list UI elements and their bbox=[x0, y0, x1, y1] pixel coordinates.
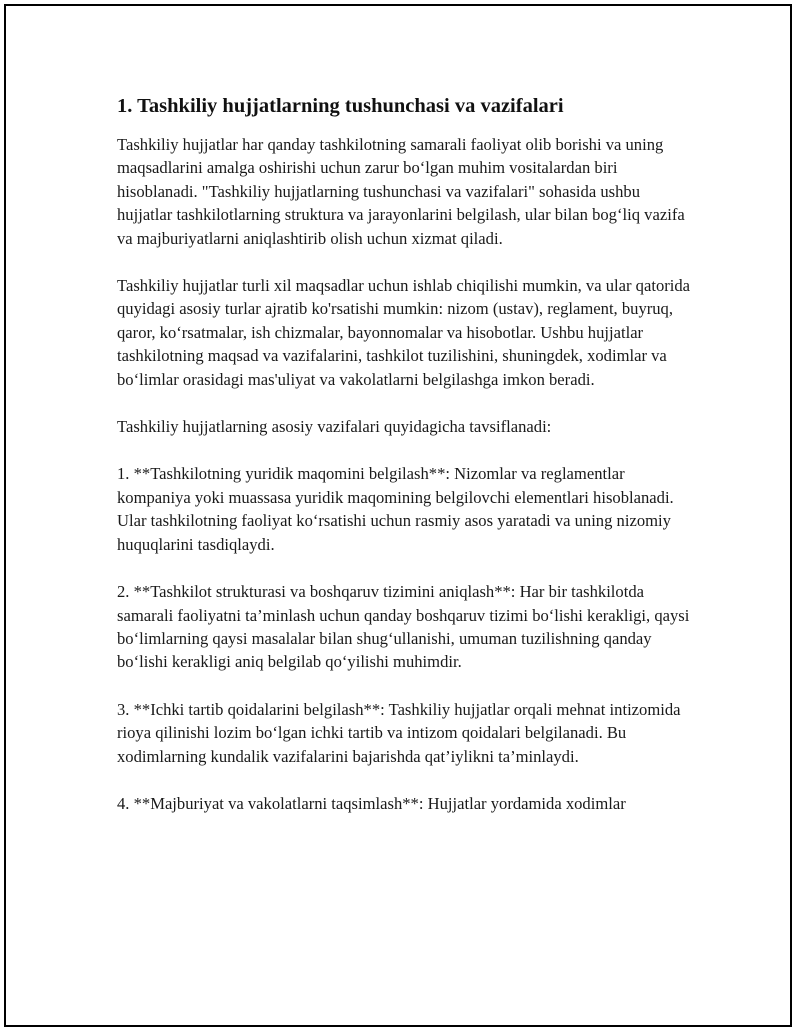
paragraph-functions-lead: Tashkiliy hujjatlarning asosiy vazifalari quyidagicha tavsiflanadi: bbox=[117, 417, 552, 437]
paragraph-types: Tashkiliy hujjatlar turli xil maqsadlar uchun ishlab chiqilishi mumkin, va ular qatorida quyidagi asosiy turlar ajratib ko'rsatishi mumkin: nizom (ustav), reglament, buyruq, qaror, ko‘rsatmalar, ish chizmalar, bayonnomalar va hisobotlar. Ushbu hujjatlar tashkilotning maqsad va vazifalarini, tashkilot tuzilishini, shuningdek, xodimlar va bo‘limlar orasidagi mas'uliyat va vakolatlarni belgilashga imkon beradi. bbox=[117, 276, 691, 389]
document-body bbox=[117, 92, 697, 839]
list-item-legal-status: 1. **Tashkilotning yuridik maqomini belgilash**: Nizomlar va reglamentlar kompaniya yoki muassasa yuridik maqomining belgilovchi elementlari hisoblanadi. Ular tashkilotning faoliyat ko‘rsatishi uchun rasmiy asos yaratadi va uning nizomiy huquqlarini tasdiqlaydi. bbox=[117, 464, 674, 554]
paragraph-intro: Tashkiliy hujjatlar har qanday tashkilotning samarali faoliyat olib borishi va uning maqsadlarini amalga oshirishi uchun zarur bo‘lgan muhim vositalardan biri hisoblanadi. "Tashkiliy hujjatlarning tushunchasi va vazifalari" sohasida ushbu hujjatlar tashkilotlarning struktura va jarayonlarini belgilash, ular bilan bog‘liq vazifa va majburiyatlarni aniqlashtirib olish uchun xizmat qiladi. bbox=[117, 135, 685, 248]
list-item-duties: 4. **Majburiyat va vakolatlarni taqsimlash**: Hujjatlar yordamida xodimlar bbox=[117, 793, 626, 813]
section-heading: 1. Tashkiliy hujjatlarning tushunchasi va vazifalari bbox=[117, 95, 564, 117]
list-item-internal-rules: 3. **Ichki tartib qoidalarini belgilash**: Tashkiliy hujjatlar orqali mehnat intizomida rioya qilinishi lozim bo‘lgan ichki tartib va intizom qoidalari belgilanadi. Bu xodimlarning kundalik vazifalarini bajarishda qat’iylikni ta’minlaydi. bbox=[117, 699, 681, 766]
list-item-structure: 2. **Tashkilot strukturasi va boshqaruv tizimini aniqlash**: Har bir tashkilotda samarali faoliyatni ta’minlash uchun qanday boshqaruv tizimi bo‘lishi kerakligi, qaysi bo‘limlarning qaysi masalalar bilan shug‘ullanishi, umuman tuzilishning qanday bo‘lishi kerakligi aniq belgilab qo‘yilishi muhimdir. bbox=[117, 582, 690, 672]
